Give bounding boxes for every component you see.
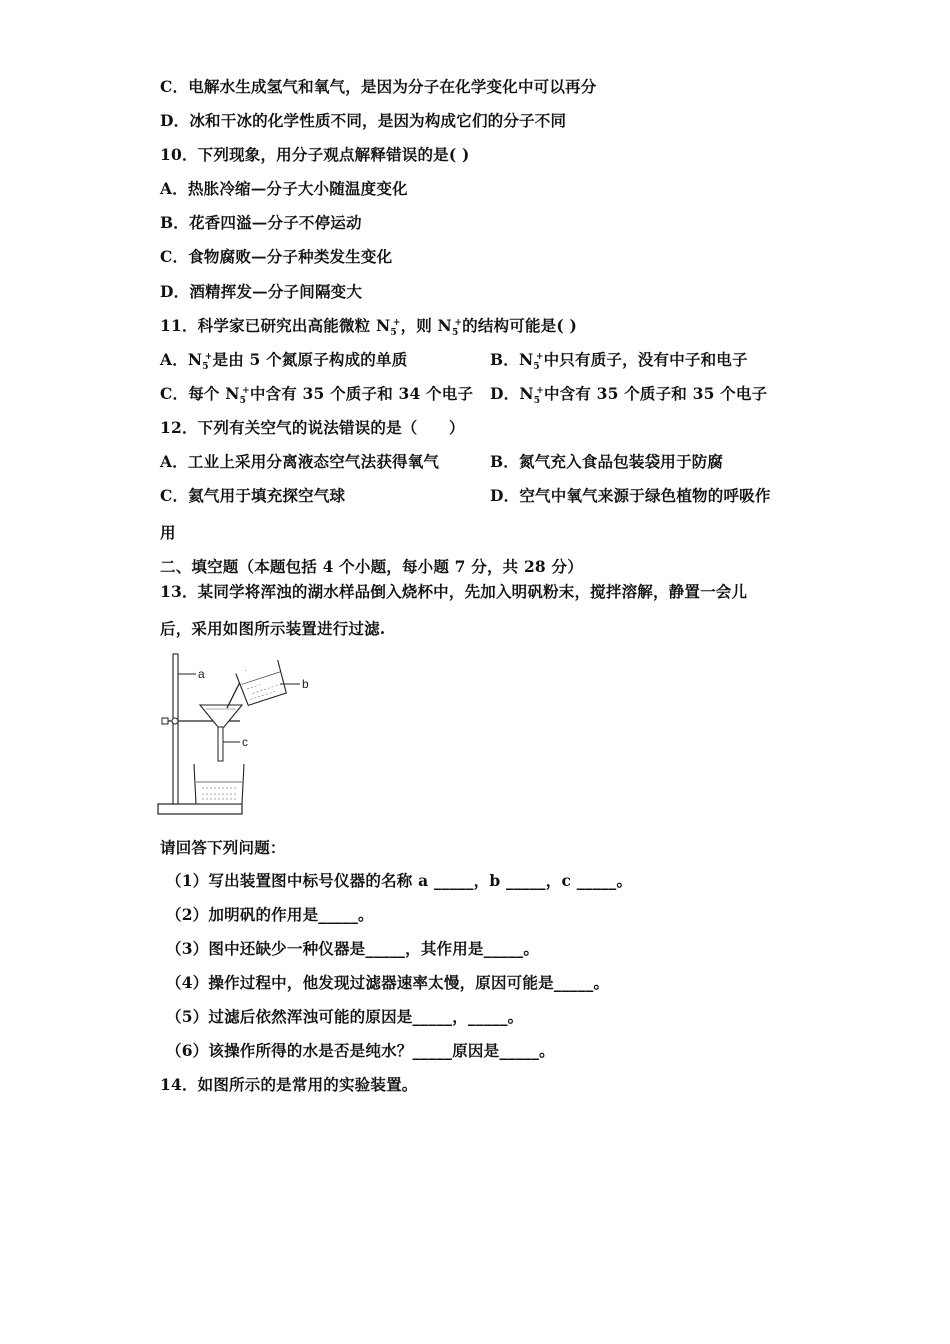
q12-option-a: A．工业上采用分离液态空气法获得氧气 [160, 452, 440, 471]
q13-part-3: （3）图中还缺少一种仪器是_____，其作用是_____。 [166, 939, 540, 958]
q10-option-a: A．热胀冷缩—分子大小随温度变化 [160, 179, 408, 198]
label-a: a [198, 667, 205, 681]
label-b: b [302, 677, 309, 691]
q9-option-d: D．冰和干冰的化学性质不同，是因为构成它们的分子不同 [160, 111, 567, 130]
q9-option-c: C．电解水生成氢气和氧气，是因为分子在化学变化中可以再分 [160, 77, 597, 96]
q10-option-d: D．酒精挥发—分子间隔变大 [160, 282, 363, 301]
q10-stem: 10．下列现象，用分子观点解释错误的是( ) [160, 145, 470, 164]
q13-part-1: （1）写出装置图中标号仪器的名称 a _____，b _____，c _____。 [166, 871, 633, 890]
q12-stem: 12．下列有关空气的说法错误的是（ ） [160, 418, 465, 437]
q11-stem: 11．科学家已研究出高能微粒 $N_5^+$，则 $N_5^+$的结构可能是( ) [160, 316, 578, 338]
receiving-beaker [194, 764, 244, 804]
q11-option-c: C．每个 $N_5^+$中含有 35 个质子和 34 个电子 [160, 384, 474, 406]
q13-prompt: 请回答下列问题： [160, 838, 286, 857]
iron-stand-rod [173, 654, 178, 804]
pouring-beaker [236, 660, 288, 706]
filtration-apparatus-figure [150, 648, 330, 820]
q14-stem: 14．如图所示的是常用的实验装置。 [160, 1075, 418, 1094]
q12-option-b: B．氮气充入食品包装袋用于防腐 [490, 452, 724, 471]
label-c: c [242, 735, 248, 749]
q10-option-c: C．食物腐败—分子种类发生变化 [160, 247, 393, 266]
q12-option-d: D．空气中氧气来源于绿色植物的呼吸作 [490, 486, 771, 505]
q12-option-d-continuation: 用 [160, 523, 176, 542]
q13-stem-line-1: 13．某同学将浑浊的湖水样品倒入烧杯中，先加入明矾粉末，搅拌溶解，静置一会儿 [160, 582, 748, 601]
q11-option-a: A．$N_5^+$是由 5 个氮原子构成的单质 [160, 350, 408, 372]
q13-stem-line-2: 后，采用如图所示装置进行过滤. [160, 619, 386, 638]
q12-option-c: C．氦气用于填充探空气球 [160, 486, 346, 505]
q11-option-b: B．$N_5^+$中只有质子，没有中子和电子 [490, 350, 748, 372]
q13-part-6: （6）该操作所得的水是否是纯水？_____原因是_____。 [166, 1041, 555, 1060]
funnel [200, 705, 242, 727]
stand-base [158, 804, 242, 814]
q13-part-5: （5）过滤后依然浑浊可能的原因是_____，_____。 [166, 1007, 524, 1026]
q10-option-b: B．花香四溢—分子不停运动 [160, 213, 362, 232]
q11-option-d: D．$N_5^+$中含有 35 个质子和 35 个电子 [490, 384, 768, 406]
q13-part-4: （4）操作过程中，他发现过滤器速率太慢，原因可能是_____。 [166, 973, 610, 992]
section-2-title: 二、填空题（本题包括 4 个小题，每小题 7 分，共 28 分） [160, 557, 583, 576]
q13-part-2: （2）加明矾的作用是_____。 [166, 905, 374, 924]
